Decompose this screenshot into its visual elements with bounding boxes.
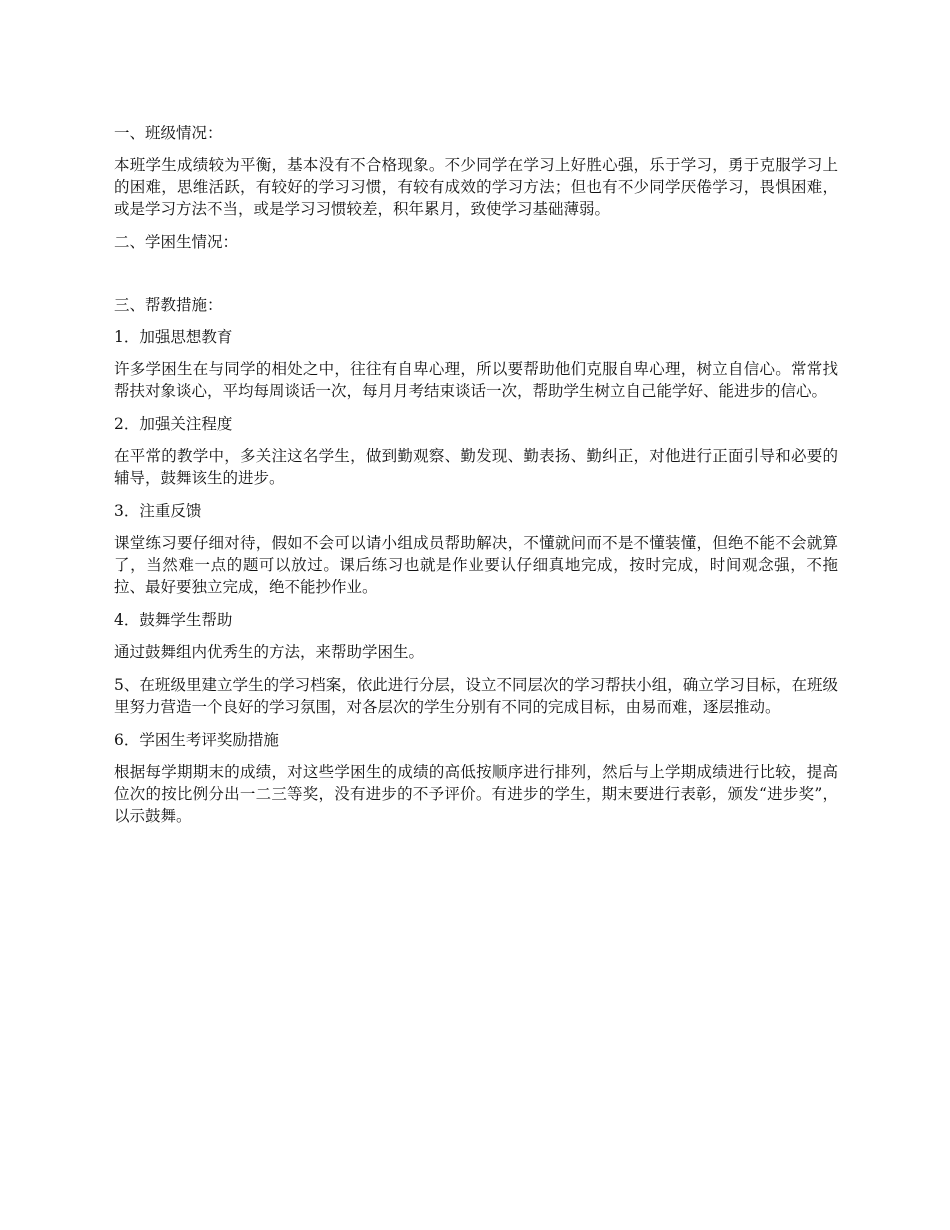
paragraph-class-situation: 本班学生成绩较为平衡，基本没有不合格现象。不少同学在学习上好胜心强，乐于学习，勇于克服学习上的困难，思维活跃，有较好的学习习惯，有较有成效的学习方法；但也有不少同学厌倦学习，畏惧困难，或是学习方法不当，或是学习习惯较差，积年累月，致使学习基础薄弱。	[114, 156, 838, 218]
paragraph-measure-1: 许多学困生在与同学的相处之中，往往有自卑心理，所以要帮助他们克服自卑心理，树立自信心。常常找帮扶对象谈心，平均每周谈话一次，每月月考结束谈话一次，帮助学生树立自己能学好、能进步的信心。	[114, 360, 838, 400]
paragraph-measure-6: 根据每学期期末的成绩，对这些学困生的成绩的高低按顺序进行排列，然后与上学期成绩进行比较，提高位次的按比例分出一二三等奖，没有进步的不予评价。有进步的学生，期末要进行表彰，颁发“进步奖”，以示鼓舞。	[114, 763, 838, 825]
subheading-measure-2: 2．加强关注程度	[114, 415, 233, 433]
subheading-measure-4: 4．鼓舞学生帮助	[114, 611, 233, 629]
paragraph-measure-5: 5、在班级里建立学生的学习档案，依此进行分层，设立不同层次的学习帮扶小组，确立学习目标，在班级里努力营造一个良好的学习氛围，对各层次的学生分别有不同的完成目标，由易而难，逐层推动。	[114, 676, 838, 716]
subheading-measure-1: 1．加强思想教育	[114, 328, 233, 346]
subheading-measure-6: 6．学困生考评奖励措施	[114, 731, 279, 749]
subheading-measure-3: 3．注重反馈	[114, 502, 202, 520]
paragraph-measure-4: 通过鼓舞组内优秀生的方法，来帮助学困生。	[114, 643, 425, 661]
document-page	[114, 122, 838, 838]
paragraph-measure-3: 课堂练习要仔细对待，假如不会可以请小组成员帮助解决，不懂就问而不是不懂装懂，但绝不能不会就算了，当然难一点的题可以放过。课后练习也就是作业要认仔细真地完成，按时完成，时间观念强，不拖拉、最好要独立完成，绝不能抄作业。	[114, 534, 838, 596]
paragraph-measure-2: 在平常的教学中，多关注这名学生，做到勤观察、勤发现、勤表扬、勤纠正，对他进行正面引导和必要的辅导，鼓舞该生的进步。	[114, 447, 838, 487]
blank-space	[114, 253, 838, 294]
section-heading-class-situation: 一、班级情况：	[114, 124, 223, 142]
section-heading-measures: 三、帮教措施：	[114, 296, 223, 314]
section-heading-struggling-students: 二、学困生情况：	[114, 233, 239, 251]
